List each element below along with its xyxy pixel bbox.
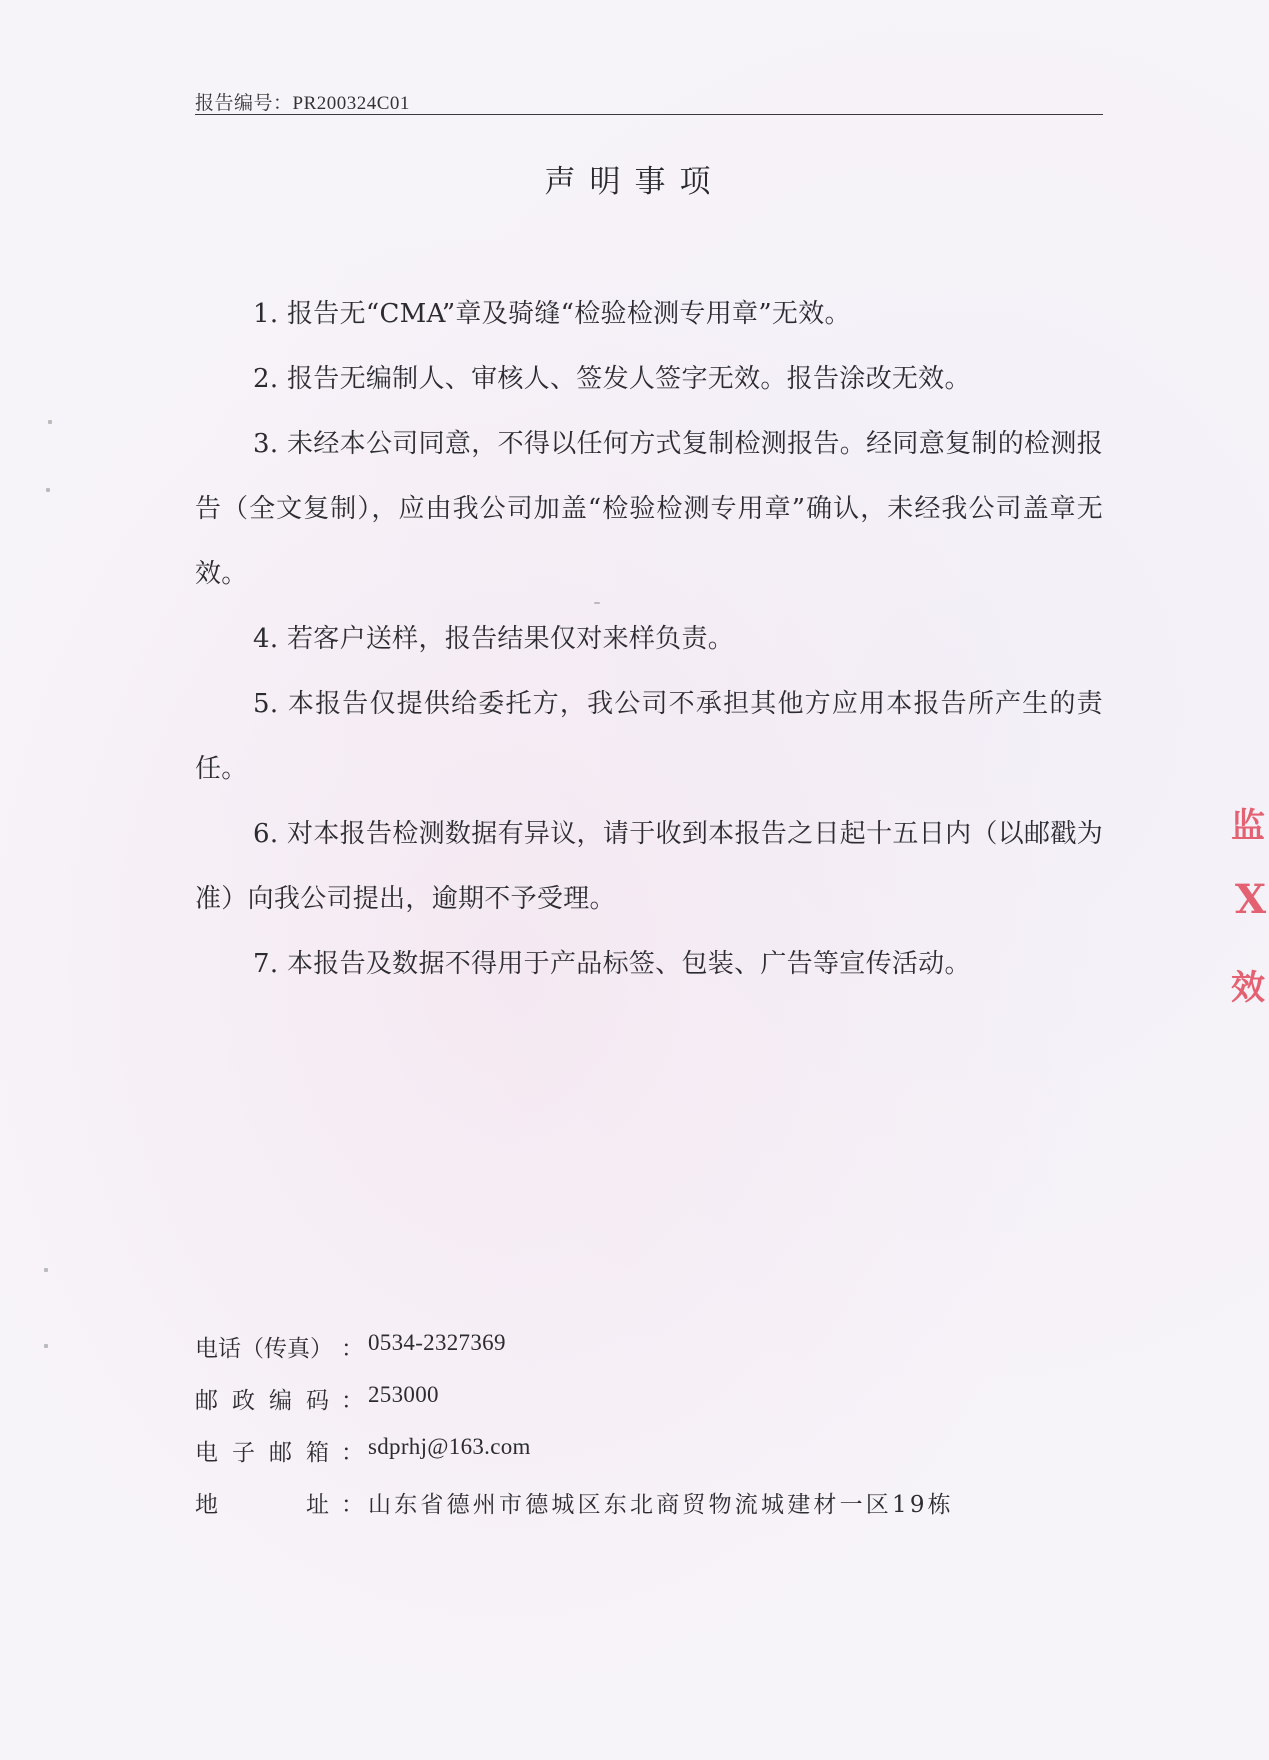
statement-item: 1. 报告无“CMA”章及骑缝“检验检测专用章”无效。 [253,299,851,329]
report-number-value: PR200324C01 [292,93,410,114]
statement-item: 2. 报告无编制人、审核人、签发人签字无效。报告涂改无效。 [253,364,971,394]
contact-phone [195,1330,1103,1382]
contact-email-value: sdprhj@163.com [368,1434,531,1459]
contact-address-value: 山东省德州市德城区东北商贸物流城建材一区19栋 [368,1492,954,1518]
contact-colon: ： [341,1388,364,1414]
statement-item: 7. 本报告及数据不得用于产品标签、包装、广告等宣传活动。 [253,949,971,979]
page-title: 声明事项 [544,164,725,200]
contact-info [195,1330,1103,1538]
contact-email-label: 电 子 邮 箱 [195,1440,329,1466]
contact-postcode-label: 邮 政 编 码 [195,1388,329,1414]
contact-postcode [195,1382,1103,1434]
contact-postcode-value: 253000 [368,1382,439,1407]
scan-speck [44,1268,48,1272]
scan-speck [44,1344,48,1348]
scan-speck [48,420,52,424]
contact-phone-label: 电话（传真） [195,1336,333,1362]
seal-char: 效 [1231,968,1265,1008]
seal-char: X [1235,876,1267,923]
statement-list [195,282,1103,997]
report-number [195,88,410,115]
contact-colon: ： [341,1440,364,1466]
contact-phone-value: 0534-2327369 [368,1330,506,1355]
seal-stamp-fragment [1227,780,1269,1050]
report-header [195,86,1103,115]
contact-colon: ： [341,1492,364,1518]
scan-speck [594,602,600,604]
report-number-label: 报告编号： [195,92,293,114]
contact-address [195,1486,1103,1538]
statement-item: 6. 对本报告检测数据有异议，请于收到本报告之日起十五日内（以邮戳为准）向我公司提出，逾期不予受理。 [195,819,1103,914]
scan-speck [46,488,50,492]
contact-email [195,1434,1103,1486]
contact-address-label: 地 址 [195,1492,329,1518]
statement-item: 3. 未经本公司同意，不得以任何方式复制检测报告。经同意复制的检测报告（全文复制），应由我公司加盖“检验检测专用章”确认，未经我公司盖章无效。 [195,429,1103,589]
contact-colon: ： [341,1336,364,1362]
seal-char: 监 [1231,806,1265,846]
statement-item: 5. 本报告仅提供给委托方，我公司不承担其他方应用本报告所产生的责任。 [195,689,1103,784]
statement-item: 4. 若客户送样，报告结果仅对来样负责。 [253,624,735,654]
